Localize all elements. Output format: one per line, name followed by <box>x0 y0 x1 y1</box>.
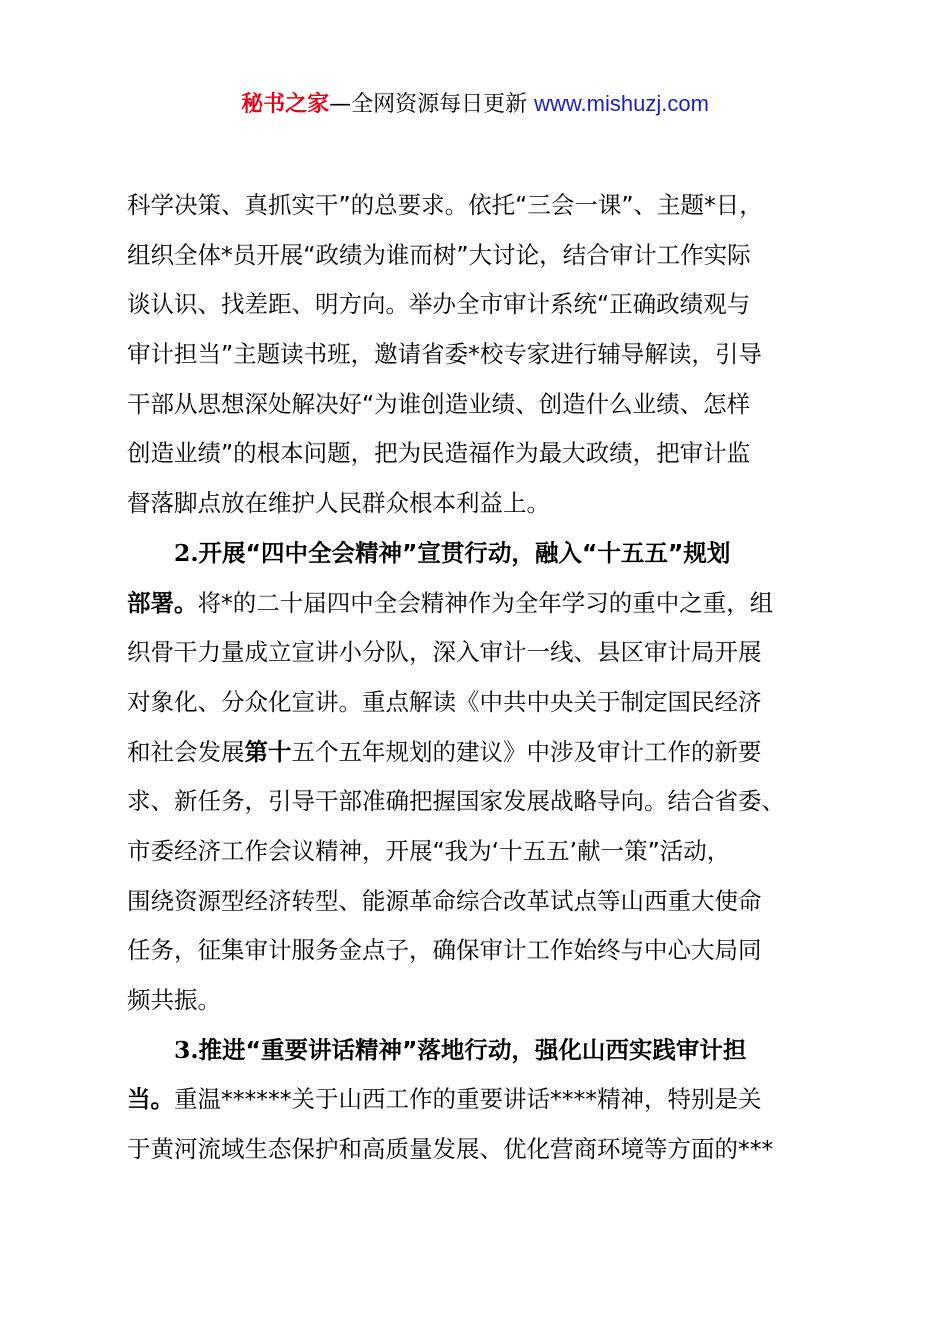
heading-text: 当。 <box>127 1085 174 1114</box>
text-line: 对象化、分众化宣讲。重点解读《中共中央关于制定国民经济 <box>127 687 762 716</box>
body-text: 和社会发展 <box>127 737 245 766</box>
section-number: 3. <box>174 1035 199 1064</box>
text-line: 审计担当”主题读书班，邀请省委*校专家进行辅导解读，引导 <box>127 340 762 369</box>
page-header <box>0 86 950 123</box>
section-heading <box>127 529 839 579</box>
text-line: 频共振。 <box>127 986 221 1014</box>
text-line <box>127 579 839 629</box>
text-line <box>127 1075 839 1125</box>
section-number: 2. <box>174 538 199 567</box>
site-link[interactable]: www.mishuzj.com <box>534 91 709 116</box>
paragraph-3 <box>127 1026 839 1175</box>
text-line: 谈认识、找差距、明方向。举办全市审计系统“正确政绩观与 <box>127 290 751 319</box>
text-line: 求、新任务，引导干部准确把握国家发展战略导向。结合省委、 <box>127 787 785 816</box>
text-line <box>127 728 839 778</box>
text-line: 科学决策、真抓实干”的总要求。依托“三会一课”、主题*日， <box>127 191 763 219</box>
body-text: 重温******关于山西工作的重要讲话****精神，特别是关 <box>174 1085 762 1114</box>
text-line: 创造业绩”的根本问题，把为民造福作为最大政绩，把审计监 <box>127 439 751 468</box>
text-line: 组织全体*员开展“政绩为谁而树”大讨论，结合审计工作实际 <box>127 240 751 269</box>
text-line: 围绕资源型经济转型、能源革命综合改革试点等山西重大使命 <box>127 886 762 915</box>
heading-text: 部署。 <box>127 588 198 617</box>
body-text: 五个五年规划的建议》中涉及审计工作的新要 <box>291 737 762 766</box>
document-body <box>127 181 839 1175</box>
text-line: 市委经济工作会议精神，开展“我为‘十五五’献一策”活动， <box>127 836 731 865</box>
brand-name: 秘书之家 <box>241 92 330 117</box>
text-line: 干部从思想深处解决好“为谁创造业绩、创造什么业绩、怎样 <box>127 389 751 418</box>
section-heading <box>127 1026 839 1076</box>
bold-text: 第十 <box>244 737 292 766</box>
text-line: 任务，征集审计服务金点子，确保审计工作始终与中心大局同 <box>127 936 762 965</box>
paragraph-1 <box>127 181 839 529</box>
body-text: 将*的二十届四中全会精神作为全年学习的重中之重，组 <box>197 588 774 617</box>
heading-text: 推进“重要讲话精神”落地行动，强化山西实践审计担 <box>198 1035 747 1064</box>
text-line: 织骨干力量成立宣讲小分队，深入审计一线、县区审计局开展 <box>127 638 762 667</box>
heading-text: 开展“四中全会精神”宣贯行动，融入“十五五”规划 <box>198 538 731 567</box>
text-line: 于黄河流域生态保护和高质量发展、优化营商环境等方面的*** <box>127 1135 774 1164</box>
header-tagline: —全网资源每日更新 <box>329 92 528 117</box>
text-line: 督落脚点放在维护人民群众根本利益上。 <box>127 489 550 518</box>
paragraph-2 <box>127 529 839 1026</box>
